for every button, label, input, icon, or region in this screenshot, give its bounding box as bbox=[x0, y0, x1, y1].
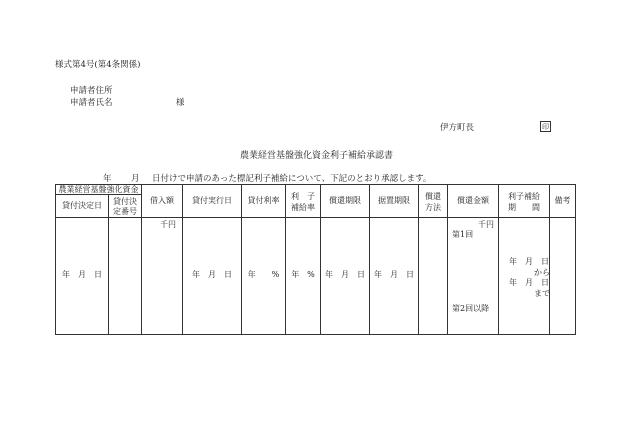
cell-execution-date: 年 月 日 bbox=[192, 270, 232, 279]
cell-first-installment: 第1回 bbox=[452, 230, 474, 239]
applicant-address-label: 申請者住所 bbox=[70, 86, 113, 96]
intro-month: 月 bbox=[131, 174, 140, 184]
cell-repayment-period: 年 月 日 bbox=[325, 270, 365, 279]
cell-grace-period: 年 月 日 bbox=[374, 270, 414, 279]
header-repayment-period: 償還期限 bbox=[329, 196, 361, 205]
cell-subsidy-rate: 年 % bbox=[291, 270, 315, 279]
cell-amount-unit: 千円 bbox=[478, 220, 494, 229]
header-group-label: 農業経営基盤強化資金 bbox=[58, 184, 139, 194]
cell-period-from-date: 年 月 日 bbox=[509, 257, 549, 266]
seal-mark: 印 bbox=[542, 123, 549, 131]
header-grace-period: 据置期限 bbox=[378, 196, 410, 205]
cell-period-made: まで bbox=[534, 289, 550, 298]
header-method-2: 方法 bbox=[425, 203, 441, 212]
cell-decision-date: 年 月 日 bbox=[62, 270, 102, 279]
intro-text: 日付けで申請のあった標記利子補給について、下記のとおり承認します。 bbox=[152, 174, 432, 184]
header-execution-date: 貸付実行日 bbox=[192, 196, 232, 205]
header-decision-date: 貸付決定日 bbox=[62, 201, 102, 210]
cell-loan-unit: 千円 bbox=[160, 220, 176, 229]
header-interest-rate: 貸付利率 bbox=[247, 196, 280, 205]
header-subsidy-rate-2: 補給率 bbox=[291, 203, 315, 212]
header-decision-no-1: 貸付決 bbox=[113, 197, 137, 206]
header-remarks: 備考 bbox=[554, 196, 571, 205]
issuer-name: 伊方町長 bbox=[440, 123, 475, 133]
header-subsidy-rate-1: 利 子 bbox=[291, 192, 315, 201]
cell-second-onward: 第2回以降 bbox=[452, 304, 490, 313]
cell-period-kara: から bbox=[534, 268, 550, 277]
document-title: 農業経営基盤強化資金利子補給承認書 bbox=[240, 151, 394, 161]
header-loan-amount: 借入額 bbox=[150, 196, 174, 205]
cell-interest-rate: 年 % bbox=[247, 270, 280, 279]
applicant-name-label: 申請者氏名 bbox=[70, 98, 113, 108]
header-subsidy-period-1: 利子補給 bbox=[508, 192, 540, 201]
header-decision-no-2: 定番号 bbox=[113, 207, 137, 216]
header-repayment-amount: 償還金額 bbox=[457, 196, 489, 205]
header-method-1: 償還 bbox=[425, 192, 441, 201]
honorific: 様 bbox=[176, 98, 185, 108]
form-number: 様式第4号(第4条関係) bbox=[55, 60, 141, 70]
intro-year: 年 bbox=[103, 174, 112, 184]
cell-period-to-date: 年 月 日 bbox=[509, 278, 549, 287]
header-subsidy-period-2: 期 間 bbox=[508, 203, 540, 212]
